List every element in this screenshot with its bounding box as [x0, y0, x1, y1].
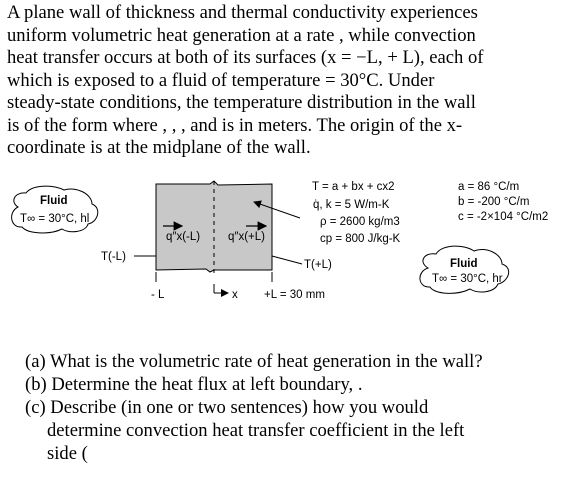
coef-c: c = -2×104 °C/m2 [458, 211, 549, 223]
flux-right-label: q″x(+L) [228, 231, 265, 243]
question-c-continued: side ( [47, 443, 88, 464]
temp-left-label: T(-L) [101, 251, 126, 263]
coef-a: a = 86 °C/m [458, 181, 520, 193]
right-fluid-condition: T∞ = 30°C, hr [432, 273, 503, 285]
question-c: (c) Describe (in one or two sentences) how you would [25, 397, 429, 418]
axis-left-label: - L [151, 289, 165, 301]
problem-line: coordinate is at the midplane of the wall. [7, 137, 311, 158]
problem-line: is of the form where , , , and is in meters. The origin of the x- [7, 114, 463, 136]
question-list [25, 350, 555, 465]
temp-right-label: T(+L) [304, 259, 332, 271]
eq-generation-conductivity: q̇, k = 5 W/m-K [313, 199, 390, 211]
eq-temperature: T = a + bx + cx2 [312, 181, 395, 193]
eq-specific-heat: cp = 800 J/kg-K [320, 233, 401, 245]
question-c-continued: determine convection heat transfer coefficient in the left [47, 420, 465, 441]
left-fluid-cloud [12, 186, 98, 233]
problem-line: which is exposed to a fluid of temperature = 30°C. Under [7, 69, 435, 91]
axis-x-label: x [232, 289, 238, 301]
problem-statement [7, 2, 559, 160]
temp-right-pointer [272, 256, 302, 264]
problem-line: uniform volumetric heat generation at a rate , while convection [7, 24, 476, 46]
problem-line: A plane wall of thickness and thermal conductivity experiences [7, 2, 478, 23]
coef-b: b = -200 °C/m [458, 196, 530, 208]
question-b: (b) Determine the heat flux at left boundary, . [25, 374, 363, 395]
eq-density: ρ = 2600 kg/m3 [320, 216, 400, 228]
question-a: (a) What is the volumetric rate of heat generation in the wall? [25, 351, 483, 372]
flux-left-label: q″x(-L) [166, 231, 201, 243]
problem-line: heat transfer occurs at both of its surfaces (x = −L, + L), each of [7, 47, 484, 68]
left-fluid-title: Fluid [40, 195, 68, 207]
plane-wall-figure [0, 172, 562, 307]
left-fluid-condition: T∞ = 30°C, hl [20, 213, 90, 225]
axis-right-label: +L = 30 mm [264, 289, 325, 301]
problem-line: steady-state conditions, the temperature distribution in the wall [7, 92, 476, 113]
right-fluid-title: Fluid [450, 258, 478, 270]
